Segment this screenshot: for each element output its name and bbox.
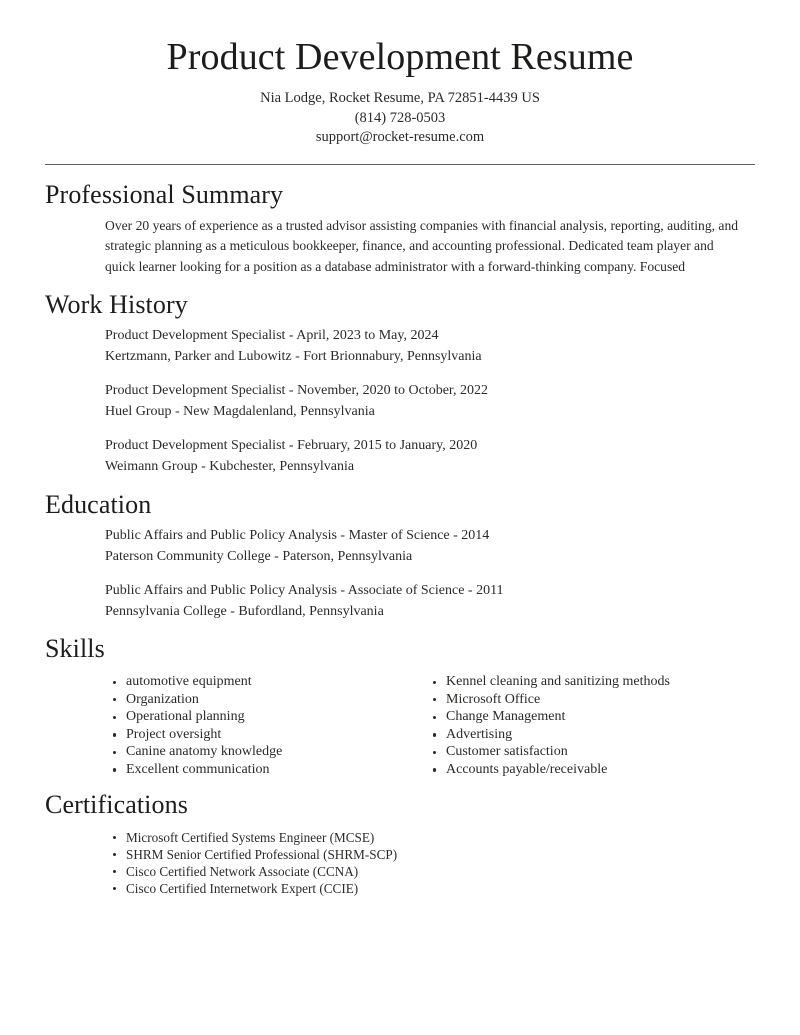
section-skills bbox=[45, 633, 755, 779]
certifications-body bbox=[45, 829, 755, 898]
contact-email: support@rocket-resume.com bbox=[315, 129, 485, 145]
work-entry-title: Product Development Specialist - April, 2023 to May, 2024 bbox=[105, 328, 439, 343]
list-item: Cisco Certified Internetwork Expert (CCIE) bbox=[113, 880, 755, 897]
list-item: Customer satisfaction bbox=[433, 743, 753, 761]
section-heading-education: Education bbox=[45, 490, 152, 519]
section-education bbox=[45, 489, 755, 622]
resume-header bbox=[0, 0, 800, 148]
work-entry bbox=[105, 436, 755, 477]
page-title: Product Development Resume bbox=[166, 36, 634, 78]
section-work-history bbox=[45, 289, 755, 477]
work-entry-title: Product Development Specialist - November, 2020 to October, 2022 bbox=[105, 383, 489, 398]
skills-column-right bbox=[433, 673, 753, 779]
education-entry-school: Pennsylvania College - Bufordland, Pennsylvania bbox=[105, 603, 384, 619]
skills-body bbox=[45, 673, 755, 779]
list-item: Microsoft Office bbox=[433, 691, 753, 709]
section-heading-certifications: Certifications bbox=[45, 789, 188, 819]
contact-phone: (814) 728-0503 bbox=[354, 109, 446, 126]
education-entry bbox=[105, 526, 755, 567]
skills-column-left bbox=[113, 673, 433, 779]
education-entries bbox=[45, 526, 755, 622]
list-item: SHRM Senior Certified Professional (SHRM-SCP) bbox=[113, 846, 755, 863]
list-item: Operational planning bbox=[113, 708, 433, 726]
work-entry bbox=[105, 381, 755, 422]
section-heading-skills: Skills bbox=[45, 634, 105, 663]
list-item: Cisco Certified Network Associate (CCNA) bbox=[113, 863, 755, 880]
education-entry-title: Public Affairs and Public Policy Analysis - Master of Science - 2014 bbox=[105, 528, 490, 543]
contact-address: Nia Lodge, Rocket Resume, PA 72851-4439 US bbox=[260, 90, 540, 106]
contact-block bbox=[0, 89, 800, 148]
education-entry-school: Paterson Community College - Paterson, Pennsylvania bbox=[105, 548, 413, 564]
certifications-list bbox=[113, 829, 755, 898]
list-item: Accounts payable/receivable bbox=[433, 761, 753, 779]
list-item: Microsoft Certified Systems Engineer (MCSE) bbox=[113, 829, 755, 846]
list-item: Project oversight bbox=[113, 726, 433, 744]
list-item: automotive equipment bbox=[113, 673, 433, 691]
summary-body bbox=[45, 216, 755, 278]
list-item: Organization bbox=[113, 691, 433, 709]
list-item: Canine anatomy knowledge bbox=[113, 743, 433, 761]
work-entry-employer: Weimann Group - Kubchester, Pennsylvania bbox=[105, 458, 355, 474]
header-divider bbox=[45, 164, 755, 165]
work-entry-employer: Huel Group - New Magdalenland, Pennsylvania bbox=[105, 403, 375, 419]
education-entry-title: Public Affairs and Public Policy Analysis - Associate of Science - 2011 bbox=[105, 583, 504, 598]
work-entry-title: Product Development Specialist - February, 2015 to January, 2020 bbox=[105, 438, 478, 453]
work-entry-employer: Kertzmann, Parker and Lubowitz - Fort Brionnabury, Pennsylvania bbox=[105, 348, 482, 364]
list-item: Kennel cleaning and sanitizing methods bbox=[433, 673, 753, 691]
work-entries bbox=[45, 326, 755, 477]
section-heading-work: Work History bbox=[45, 290, 188, 319]
section-heading-summary: Professional Summary bbox=[45, 179, 284, 209]
list-item: Excellent communication bbox=[113, 761, 433, 779]
skills-list-left bbox=[113, 673, 433, 779]
education-entry bbox=[105, 581, 755, 622]
section-certifications bbox=[45, 789, 755, 898]
list-item: Change Management bbox=[433, 708, 753, 726]
work-entry bbox=[105, 326, 755, 367]
section-professional-summary bbox=[45, 179, 755, 278]
list-item: Advertising bbox=[433, 726, 753, 744]
summary-text: Over 20 years of experience as a trusted advisor assisting companies with financial analysis, reporting, auditing, and strategic planning as a meticulous bookkeeper, finance, and accounting professional. Dedicated team player and quick learner looking for a position as a database administrator with a forward-thinking company. Focused bbox=[105, 217, 739, 274]
resume-content bbox=[0, 179, 800, 898]
skills-list-right bbox=[433, 673, 753, 779]
